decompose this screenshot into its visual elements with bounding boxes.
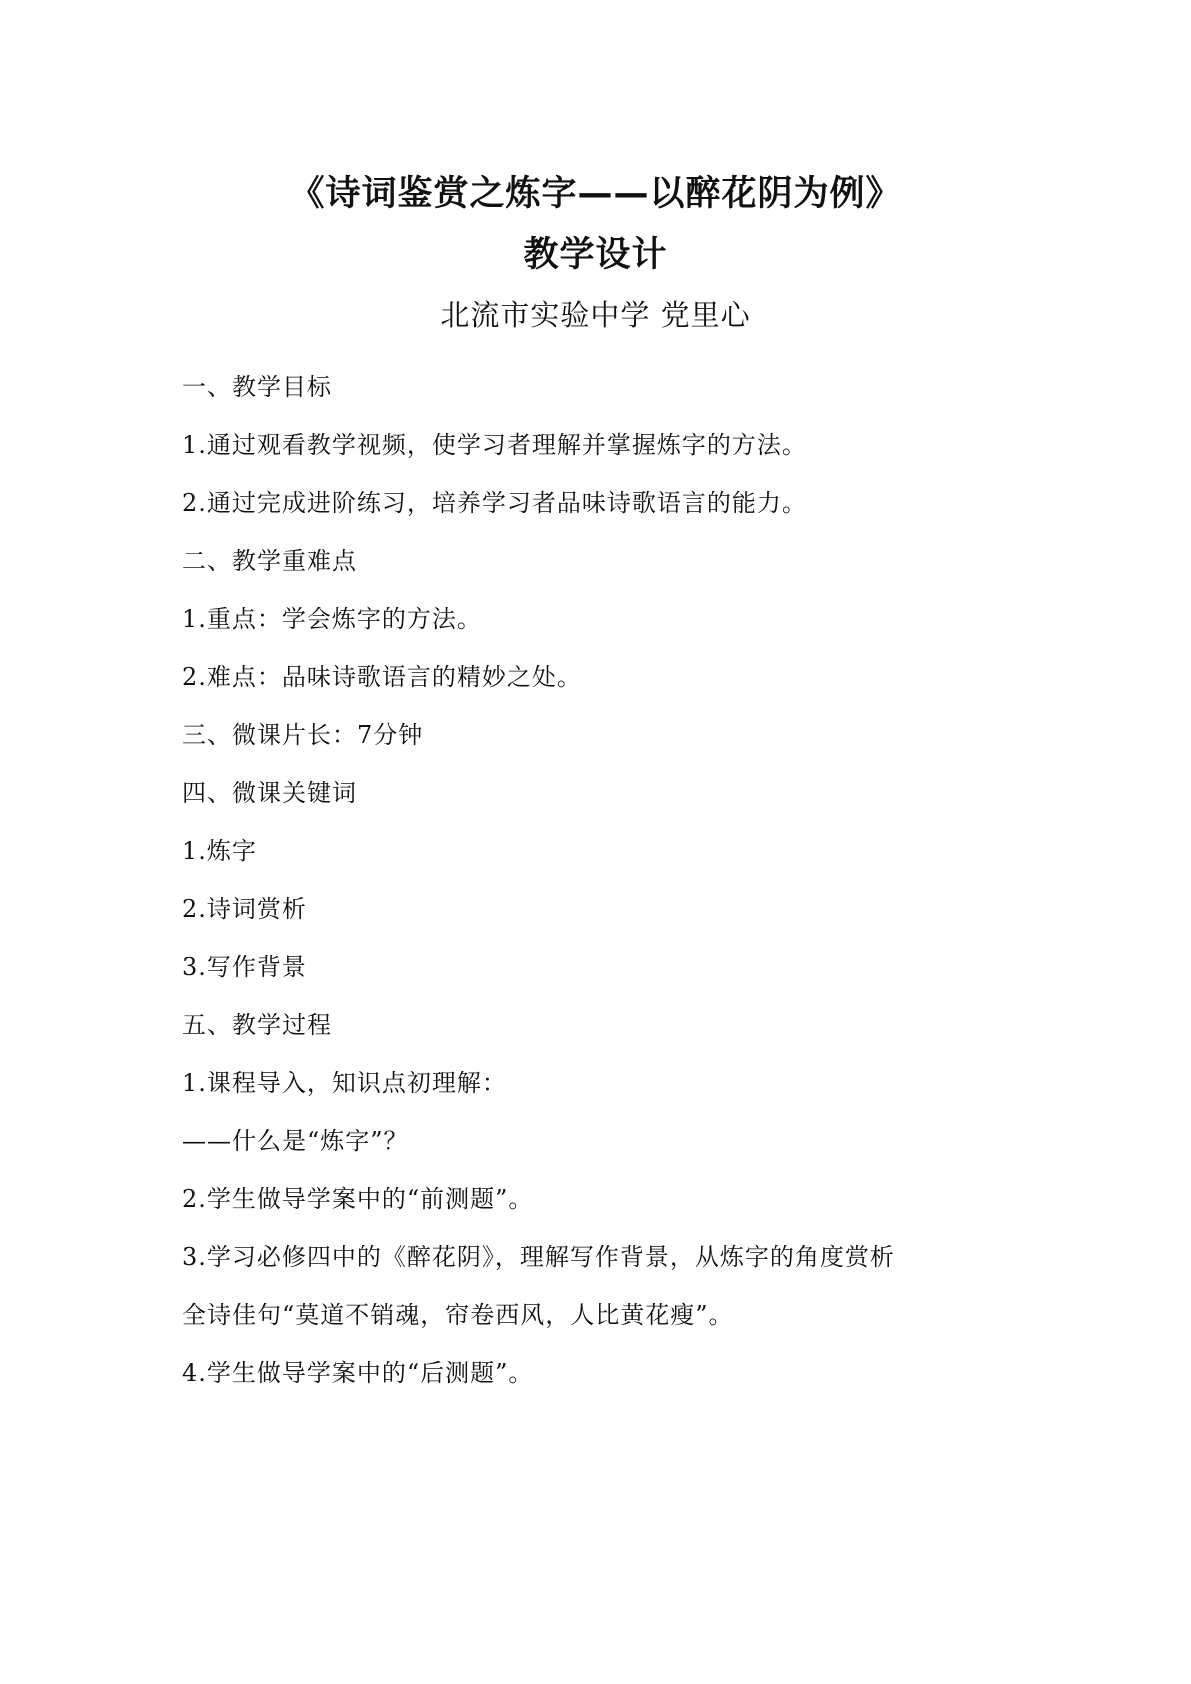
author-line: 北流市实验中学 党里心 (440, 298, 751, 332)
objective-item-1: 1.通过观看教学视频，使学习者理解并掌握炼字的方法。 (182, 431, 807, 459)
process-step-3-continued: 全诗佳句“莫道不销魂，帘卷西风，人比黄花瘦”。 (182, 1301, 734, 1329)
keyword-item-3: 3.写作背景 (182, 953, 307, 981)
document-title: 《诗词鉴赏之炼字——以醉花阴为例》 (289, 174, 902, 214)
key-point-item: 1.重点：学会炼字的方法。 (182, 605, 482, 633)
objective-item-2: 2.通过完成进阶练习，培养学习者品味诗歌语言的能力。 (182, 489, 807, 517)
process-step-3: 3.学习必修四中的《醉花阴》，理解写作背景，从炼字的角度赏析 (182, 1243, 895, 1271)
section-heading-process: 五、教学过程 (182, 1011, 332, 1039)
process-step-4: 4.学生做导学案中的“后测题”。 (182, 1359, 534, 1387)
difficulty-item: 2.难点：品味诗歌语言的精妙之处。 (182, 663, 582, 691)
section-heading-duration: 三、微课片长：7分钟 (182, 721, 424, 749)
keyword-item-1: 1.炼字 (182, 837, 257, 865)
keyword-item-2: 2.诗词赏析 (182, 895, 307, 923)
process-step-2: 2.学生做导学案中的“前测题”。 (182, 1185, 534, 1213)
section-heading-key-points: 二、教学重难点 (182, 547, 357, 575)
process-step-1: 1.课程导入，知识点初理解： (182, 1069, 507, 1097)
document-subtitle: 教学设计 (523, 235, 668, 275)
section-heading-objectives: 一、教学目标 (182, 373, 332, 401)
section-heading-keywords: 四、微课关键词 (182, 779, 357, 807)
process-step-1-question: ——什么是“炼字”？ (182, 1127, 409, 1155)
